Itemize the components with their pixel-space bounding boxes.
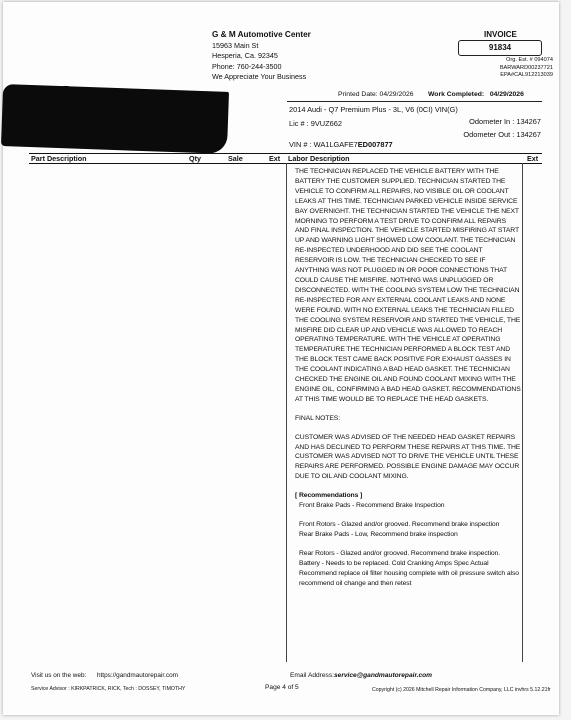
vin — [289, 140, 393, 149]
page-number: Page 4 of 5 — [265, 684, 299, 691]
list-item: Front Rotors - Glazed and/or grooved. Recommend brake inspection — [299, 521, 500, 528]
printed-date: Printed Date: 04/29/2026 — [338, 91, 414, 98]
col-ext: Ext — [269, 154, 281, 163]
shop-tagline: We Appreciate Your Business — [212, 72, 307, 81]
vin-serial: ED007877 — [357, 140, 393, 149]
recommendations-label: [ Recommendations ] — [295, 492, 363, 500]
list-item: Front Brake Pads - Recommend Brake Inspection — [299, 502, 445, 510]
website-label: Visit us on the web: — [31, 672, 87, 679]
header-divider — [287, 101, 542, 102]
email-link[interactable]: service@gandmautorepair.com — [333, 672, 433, 679]
vehicle-info — [289, 103, 458, 131]
bar-number: BARWARD00237721 — [499, 64, 553, 71]
col-sale: Sale — [228, 154, 243, 163]
odometer — [452, 116, 541, 141]
final-notes-label: FINAL NOTES: — [295, 414, 341, 422]
org-est: Org. Est. # 094074 — [506, 57, 553, 63]
epa-number: EPA#CAL912213039 — [500, 72, 553, 78]
list-item: Recommend replace oil filter housing complete with oil pressure switch also recommend oil change and then retest — [299, 569, 519, 587]
col-labor: Labor Description — [288, 154, 350, 163]
redaction-mark — [1, 84, 229, 154]
shop-info — [212, 30, 311, 83]
invoice-title: INVOICE — [484, 30, 517, 39]
col-qty: Qty — [189, 154, 201, 163]
final-notes: CUSTOMER WAS ADVISED OF THE NEEDED HEAD GASKET REPAIRS AND HAS DECLINED TO PERFORM THESE REPAIRS AT THIS TIME. THE CUSTOMER WAS ADVISED NOT TO DRIVE THE VEHICLE UNTIL THESE REPAIRS ARE PERFORMED. POSSIBLE ENGINE DAMAGE MAY OCCUR DUE TO OIL AND COOLANT MIXING. — [295, 433, 521, 481]
vin-label: VIN # : WA1LGAFE7 — [289, 140, 358, 149]
shop-address: 15963 Main St — [212, 40, 259, 50]
shop-name: G & M Automotive Center — [212, 30, 311, 39]
work-completed-date: 04/29/2026 — [489, 91, 524, 98]
advisor-tech: Service Advisor : KIRKPATRICK, RICK, Tech : DOSSEY, TIMOTHY — [31, 686, 186, 692]
odometer-out: Odometer Out : 134267 — [463, 129, 541, 139]
shop-registration — [500, 57, 553, 80]
shop-phone: Phone: 760-244-3500 — [212, 61, 282, 71]
list-item: Battery - Needs to be replaced. Cold Cranking Amps Spec Actual — [299, 559, 489, 567]
work-completed — [428, 91, 524, 98]
labor-paragraph: THE TECHNICIAN REPLACED THE VEHICLE BATTERY WITH THE BATTERY THE CUSTOMER SUPPLIED. TECHNICIAN STARTED THE VEHICLE TO CONFIRM ALL REPAIRS, NO VISIBLE OIL OR COOLANT LEAKS AT THIS TIME. TECHNICIAN PARKED VEHICLE INSIDE SERVICE BAY OVERNIGHT. THE TECHNICIAN STARTED THE VEHICLE THE NEXT MORNING TO PERFORM A TEST DRIVE TO CONFIRM ALL REPAIRS AND FINAL INSPECTION. THE VEHICLE STARTED MISFIRING AT START UP AND WARNING LIGHT SHOWED LOW COOLANT. THE TECHNICIAN RE-INSPECTED UNDERHOOD AND DID SEE THE COOLANT RESERVOIR IS LOW. THE TECHNICIAN CHECKED TO SEE IF ANYTHING WAS NOT PLUGGED IN OR POOR CONNECTIONS THAT COULD CAUSE THE MISFIRE. NOTHING WAS UNPLUGGED OR DISCONNECTED. WITH THE COOLING SYSTEM LOW THE TECHNICIAN RE-INSPECTED FOR ANY EXTERNAL COOLANT LEAKS AND NONE WERE FOUND. WITH NO EXTERNAL LEAKS THE TECHNICIAN FILLED THE COOLING SYSTEM RESERVOIR AND STARTED THE VEHICLE, THE MISFIRE DID CLEAR UP AND VEHICLE WAS ALLOWED TO REACH OPERATING TEMPERATURE. WITH THE VEHICLE AT OPERATING TEMPERATURE THE TECHNICIAN PERFORMED A BLOCK TEST AND THE BLOCK TEST CAME BACK POSITIVE FOR EXHAUST GASSES IN THE COOLANT INDICATING A BAD HEAD GASKET. THE TECHNICIAN CHECKED THE ENGINE OIL AND FOUND COOLANT MIXING WITH THE ENGINE OIL, CONFIRMING A BAD HEAD GASKET. RECOMMENDATIONS AT THIS TIME WOULD BE TO REPLACE THE HEAD GASKETS. — [295, 168, 521, 403]
license-plate: Lic # : 9VUZ662 — [289, 119, 342, 128]
website-link[interactable]: https://gandmautorepair.com — [96, 672, 178, 679]
list-item: Rear Rotors - Glazed and/or grooved. Recommend brake inspection. — [299, 549, 501, 557]
invoice-number: 91834 — [458, 40, 542, 56]
work-completed-label: Work Completed: — [428, 91, 485, 98]
email-label: Email Address: — [290, 672, 334, 679]
website — [31, 672, 178, 679]
list-item: Rear Brake Pads - Low, Recommend brake inspection — [299, 530, 458, 538]
column-divider-left — [286, 163, 287, 662]
shop-city: Hesperia, Ca. 92345 — [212, 51, 278, 60]
labor-description — [295, 167, 521, 588]
odometer-in: Odometer In : 134267 — [469, 117, 541, 126]
col-ext-labor: Ext — [527, 154, 539, 163]
column-divider-right — [522, 163, 523, 662]
recommendations-list — [295, 501, 521, 588]
vehicle-description: 2014 Audi - Q7 Premium Plus - 3L, V6 (0CI) VIN(G) — [289, 105, 458, 114]
copyright: Copyright (c) 2026 Mitchell Repair Information Company, LLC invhrs 5.12.21fr — [372, 687, 551, 693]
col-part: Part Description — [31, 154, 87, 163]
email — [290, 672, 432, 679]
